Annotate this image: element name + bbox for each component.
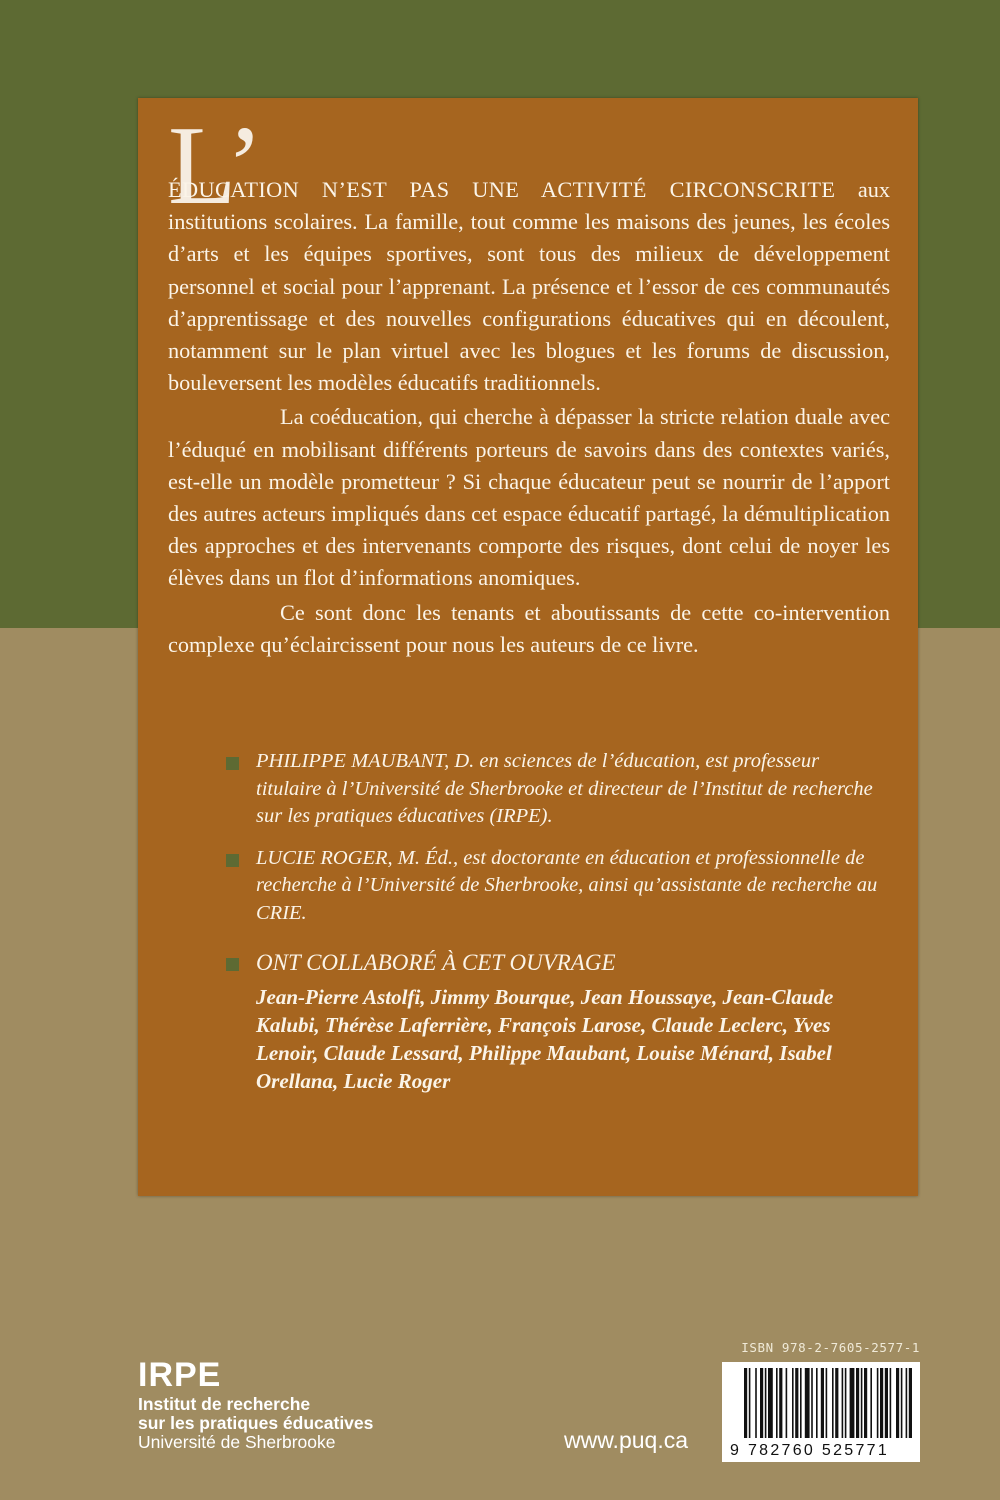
barcode-bar	[896, 1368, 899, 1438]
barcode-bar	[861, 1368, 863, 1438]
barcode-bar	[877, 1368, 879, 1438]
blurb-text	[168, 174, 890, 661]
barcode-bar	[845, 1368, 847, 1438]
barcode-bar	[744, 1368, 747, 1438]
blurb-paragraph-2: La coéducation, qui cherche à dépasser la stricte relation duale avec l’éduqué en mobilisant différents porteurs de savoirs dans des contextes variés, est-elle un modèle prometteur ? Si chaque éducateur peut se nourrir de l’apport des autres acteurs impliqués dans cet espace éducatif partagé, la démultiplication des approches et des intervenants comporte des risques, dont celui de noyer les élèves dans un flot d’informations anomiques.	[168, 404, 890, 591]
barcode-bar	[821, 1368, 824, 1438]
author-entry-maubant	[226, 748, 886, 831]
bullet-square-icon	[226, 854, 239, 867]
isbn-label: ISBN 978-2-7605-2577-1	[741, 1340, 920, 1355]
barcode-bar	[749, 1368, 751, 1438]
contributors-entry	[226, 949, 886, 1095]
author-credits	[226, 748, 886, 1109]
barcode-bars	[722, 1362, 920, 1442]
contributors-title: ONT COLLABORÉ À CET OUVRAGE	[256, 950, 616, 975]
author-bio: , M. Éd., est doctorante en éducation et professionnelle de recherche à l’Université de Sherbrooke, ainsi qu’assistante de recherche au CRIE.	[256, 846, 878, 924]
irpe-logo-block	[138, 1358, 373, 1452]
barcode-bar	[832, 1368, 834, 1438]
paragraph-1-rest: aux institutions scolaires. La famille, tout comme les maisons des jeunes, les écoles d’arts et les équipes sportives, sont tous des milieux de développement personnel et social pour l’apprenant. La présence et l’essor de ces communautés d’apprentissage et des nouvelles configurations éducatives qui en découlent, notamment sur le plan virtuel avec les blogues et les forums de discussion, bouleversent les modèles éducatifs traditionnels.	[168, 177, 891, 396]
author-entry-roger	[226, 845, 886, 928]
barcode-bar	[901, 1368, 903, 1438]
barcode-bar	[856, 1368, 859, 1438]
barcode-bar	[792, 1368, 794, 1438]
drop-cap: L’	[168, 104, 264, 228]
barcode-bar	[805, 1368, 810, 1438]
barcode-bar	[800, 1368, 802, 1438]
barcode-bar	[811, 1368, 813, 1438]
barcode-bar	[906, 1368, 908, 1438]
barcode-bar	[765, 1368, 767, 1438]
barcode-bar	[760, 1368, 763, 1438]
irpe-line-1: Institut de recherche	[138, 1394, 311, 1414]
barcode-bar	[864, 1368, 867, 1438]
back-cover-panel	[138, 98, 918, 1196]
barcode	[722, 1362, 920, 1462]
barcode-bar	[826, 1368, 828, 1438]
barcode-bar	[755, 1368, 757, 1438]
lead-caps: ÉDUCATION N’EST PAS UNE ACTIVITÉ CIRCONSCRITE	[168, 177, 836, 202]
barcode-bar	[816, 1368, 818, 1438]
barcode-bar	[779, 1368, 782, 1438]
barcode-bar	[870, 1368, 872, 1438]
author-bio: , D. en sciences de l’éducation, est professeur titulaire à l’Université de Sherbrooke et directeur de l’Institut de recherche sur les pratiques éducatives (IRPE).	[256, 750, 873, 827]
barcode-bar	[885, 1368, 888, 1438]
university-name: Université de Sherbrooke	[138, 1432, 336, 1452]
barcode-bar	[786, 1368, 788, 1438]
barcode-bar	[835, 1368, 838, 1438]
barcode-bar	[880, 1368, 883, 1438]
author-name: LUCIE ROGER	[256, 846, 388, 869]
barcode-bar	[776, 1368, 778, 1438]
bullet-square-icon	[226, 958, 239, 971]
contributors-names: Jean-Pierre Astolfi, Jimmy Bourque, Jean Houssaye, Jean-Claude Kalubi, Thérèse Laferrière, François Larose, Claude Leclerc, Yves Lenoir, Claude Lessard, Philippe Maubant, Louise Ménard, Isabel Orellana, Lucie Roger	[256, 984, 834, 1093]
barcode-digits: 9 782760 525771	[730, 1442, 890, 1459]
barcode-bar	[842, 1368, 844, 1438]
barcode-bar	[909, 1368, 912, 1438]
irpe-line-2: sur les pratiques éducatives	[138, 1412, 374, 1433]
bullet-square-icon	[226, 757, 239, 770]
irpe-logo: IRPE	[138, 1356, 222, 1394]
author-name: PHILIPPE MAUBANT	[256, 750, 445, 772]
barcode-bar	[795, 1368, 798, 1438]
blurb-paragraph-3: Ce sont donc les tenants et aboutissants de cette co-intervention complexe qu’éclaircissent pour nous les auteurs de ce livre.	[168, 599, 890, 657]
publisher-website[interactable]: www.puq.ca	[564, 1427, 689, 1453]
barcode-bar	[768, 1368, 773, 1438]
blurb-paragraph-1	[168, 174, 890, 399]
barcode-bar	[850, 1368, 855, 1438]
barcode-bar	[890, 1368, 892, 1438]
